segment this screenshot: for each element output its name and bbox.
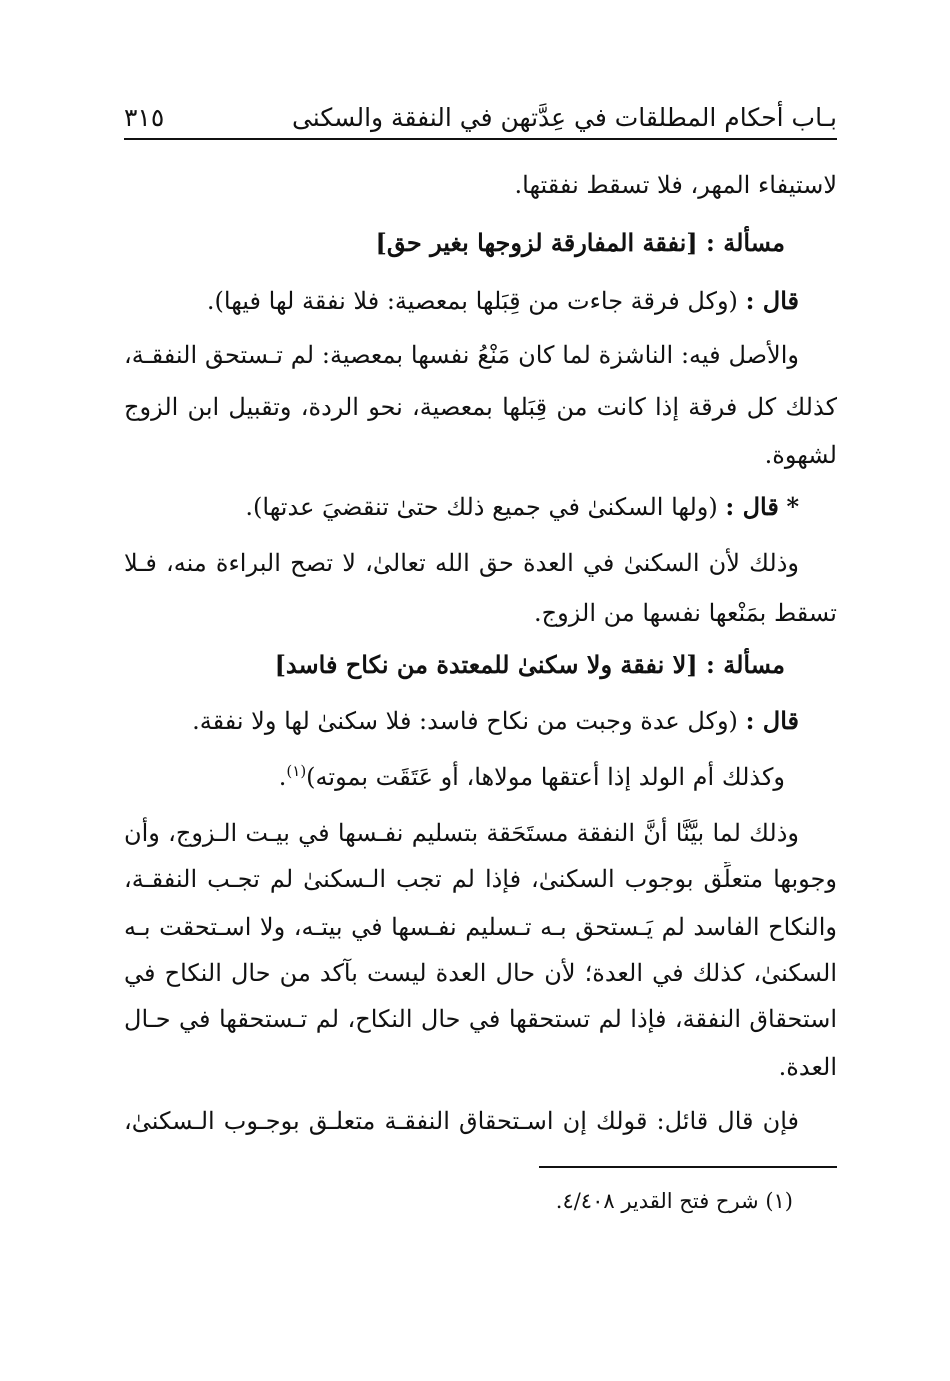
text-line: والنكاح الفاسد لم يَـستحق بـه تـسليم نفـسها في بيتـه، ولا اسـتحقت بـه [124, 913, 837, 941]
header-rule [124, 138, 837, 140]
issue-heading [124, 648, 837, 682]
text-line: وجوبها متعلِّق بوجوب السكنىٰ، فإذا لم تجب الـسكنىٰ لم تجـب النفقـة، [124, 865, 837, 893]
text-line: وذلك لما بيَّنَّا أنَّ النفقة مستَحَقة بتسليم نفـسها في بيـت الـزوج، وأن [124, 819, 799, 847]
text-line [124, 490, 837, 524]
issue-title: [لا نفقة ولا سكنىٰ للمعتدة من نكاح فاسد] [274, 650, 698, 679]
matn-text: (ولها السكنىٰ في جميع ذلك حتىٰ تنقضيَ عدتها). [245, 493, 718, 521]
running-header [124, 92, 837, 132]
text-line: العدة. [778, 1053, 837, 1081]
text-line: لشهوة. [764, 441, 837, 469]
text-line: السكنىٰ، كذلك في العدة؛ لأن حال العدة ليست بآكد من حال النكاح في [124, 959, 837, 987]
matn-text: (وكل فرقة جاءت من قِبَلها بمعصية: فلا نفقة لها فيها). [206, 287, 738, 315]
matn-text: وكذلك أم الولد إذا أعتقها مولاها، أو عَتَقَت بموته) [306, 763, 785, 791]
text-line [124, 704, 837, 738]
issue-heading [124, 226, 837, 260]
star-marker: * [786, 492, 799, 521]
issue-title: [نفقة المفارقة لزوجها بغير حق] [375, 228, 698, 257]
footnote: (١) شرح فتح القدير ٤/٤٠٨. [555, 1189, 793, 1213]
matn-text: (وكل عدة وجبت من نكاح فاسد: فلا سكنىٰ لها ولا نفقة. [192, 707, 738, 735]
qal-label: قال : [745, 706, 799, 735]
text-line: وذلك لأن السكنىٰ في العدة حق الله تعالىٰ، لا تصح البراءة منه، فـلا [124, 549, 799, 577]
issue-label: مسألة : [706, 228, 785, 257]
punctuation: . [278, 763, 287, 791]
page-number: ٣١٥ [124, 103, 165, 132]
issue-label: مسألة : [706, 650, 785, 679]
text-line: تسقط بمَنْعها نفسها من الزوج. [534, 599, 837, 627]
text-line: لاستيفاء المهر، فلا تسقط نفقتها. [514, 171, 837, 199]
text-line: كذلك كل فرقة إذا كانت من قِبَلها بمعصية، نحو الردة، وتقبيل ابن الزوج [124, 393, 837, 421]
qal-label: قال : [745, 286, 799, 315]
footnote-ref: (١) [286, 762, 307, 780]
text-line: استحقاق النفقة، فإذا لم تستحقها في حال النكاح، لم تـستحقها في حـال [124, 1005, 837, 1033]
text-line [124, 284, 837, 318]
text-line [124, 760, 837, 794]
chapter-title: بـاب أحكام المطلقات في عِدَّتهن في النفقة والسكنى [291, 103, 837, 132]
text-line: والأصل فيه: الناشزة لما كان مَنْعُ نفسها بمعصية: لم تـستحق النفقـة، [124, 341, 799, 369]
qal-label: قال : [725, 492, 779, 521]
text-line: فإن قال قائل: قولك إن اسـتحقاق النفقـة متعلـق بوجـوب الـسكنىٰ، [124, 1107, 799, 1135]
footnote-rule [539, 1166, 837, 1168]
